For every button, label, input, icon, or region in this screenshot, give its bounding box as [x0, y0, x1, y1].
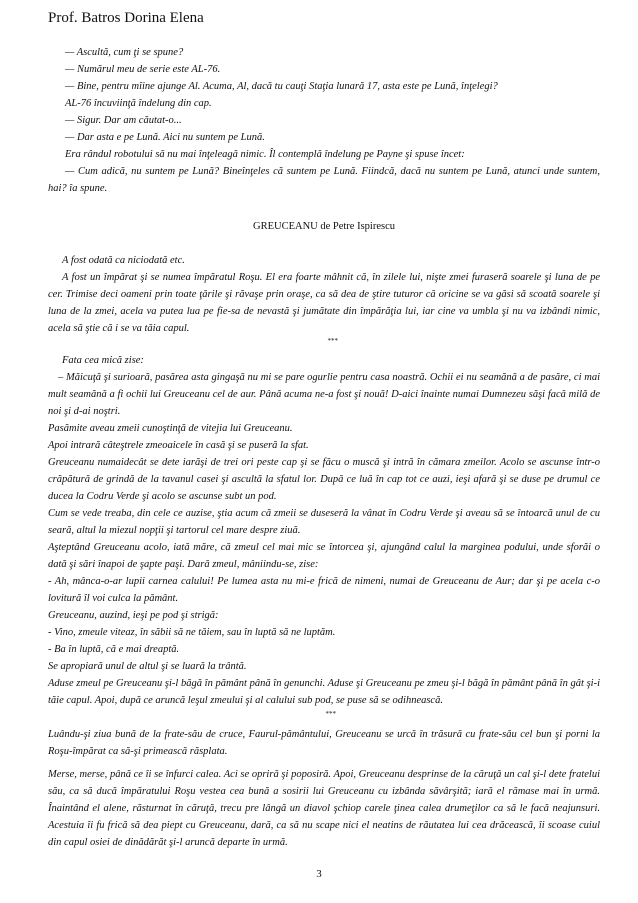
document-body	[48, 44, 600, 851]
page-header-author: Prof. Batros Dorina Elena	[48, 10, 204, 26]
story-paragraph: Se apropiară unul de altul şi se luară la trântă.	[48, 660, 247, 672]
ending-paragraph: Merse, merse, până ce îi se înfurci calea. Aci se opriră şi poposiră. Apoi, Greuceanu desprinse de la căruţă un cal şi-l dete fratelui său, ca să ducă împăratului Roşu vestea cea bună a sosirii lui Greuceanu cu izbânda săvârşită; iară el rămase mai în urmă. Înaintând el alene, răsturnat în căruţă, trecu pre lângă un diavol şchiop carele ţinea calea drumeţilor ca să le facă neajunsuri. Acestuia îi fu frică să dea piept cu Greuceanu, dară, ca să nu scape nici el neatins de răutatea lui cea drăcească, îi scoase cuiul din capul osiei de dinădărăt şi-l aruncă departe în urmă.	[48, 768, 600, 848]
story-paragraph: Aduse zmeul pe Greuceanu şi-l băgă în pământ până în genunchi. Aduse şi Greuceanu pe zmeu şi-l băgă în pământ până în gât şi-i tăie capul. Apoi, după ce aruncă leşul zmeului şi al calului sub pod, se puse să se odihnească.	[48, 677, 600, 706]
story-paragraph: Aşteptând Greuceanu acolo, iată măre, că zmeul cel mai mic se întorcea şi, ajungând calul la marginea podului, unde sforăi o dată şi sări înapoi de şapte paşi. Dară zmeul, mâniindu-se, zise:	[48, 541, 600, 570]
story-paragraph: – Măicuţă şi surioară, pasărea asta gingaşă nu mi se pare ogurlie pentru casa noastră. Ochii ei nu seamănă a de pasăre, ci mai mult seamănă a fi ochii lui Greuceanu cel de aur. Până acuma ne-a fost şi nouă! D-aici înainte numai Dumnezeu săşi facă milă de noi şi d-ai noştri.	[48, 371, 600, 417]
dialog-line: — Sigur. Dar am căutat-o...	[65, 115, 182, 126]
story-paragraph: - Vino, zmeule viteaz, în săbii să ne tăiem, sau în luptă să ne luptăm.	[48, 626, 336, 638]
story-paragraph: Fata cea mică zise:	[62, 354, 144, 366]
story-paragraph: Cum se vede treaba, din cele ce auzise, ştia acum că zmeii se duseseră la vânat în Codru Verde şi aveau să se întoarcă unul de cu seară, altul la miezul nopţii şi tartorul cel mare despre ziuă.	[48, 507, 600, 536]
dialog-line: — Numărul meu de serie este AL-76.	[65, 64, 221, 75]
section-separator: ***	[325, 709, 336, 718]
page-number: 3	[316, 868, 322, 880]
story-title: GREUCEANU de Petre Ispirescu	[252, 221, 395, 232]
section-separator: ***	[327, 337, 338, 345]
story-paragraph: Greuceanu numaidecât se dete iarăşi de trei ori peste cap şi se făcu o muscă şi intră în cămara zmeilor. Acolo se ascunse într-o crăpătură de grindă de la tavanul casei şi ascultă la sfatul lor. După ce luă în cap tot ce auzi, ieşi afară şi se duse pe drumul ce ducea la Codru Verde şi acolo se ascunse subt un pod.	[48, 456, 600, 502]
dialog-line: — Ascultă, cum ţi se spune?	[65, 47, 184, 58]
story-paragraph: - Ba în luptă, că e mai dreaptă.	[48, 643, 180, 655]
dialog-line: — Cum adică, nu suntem pe Lună? Bineînţeles că suntem pe Lună. Fiindcă, dacă nu suntem pe Lună, atunci unde suntem, hai? îa spune.	[48, 166, 600, 194]
intro-paragraph: A fost un împărat şi se numea împăratul Roşu. El era foarte mâhnit că, în zilele lui, nişte zmei furaseră soarele şi luna de pe cer. Trimise deci oameni prin toate ţările şi răvaşe prin oraşe, ca să dea de ştire tuturor că oricine se va găsi să scoată soarele şi luna de la zmei, acela va putea lua pe fie-sa de nevastă şi jumătate din împărăţia lui, iar cine va umbla şi nu va izbândi nimic, acela să ştie că i se va tăia capul.	[48, 272, 600, 334]
story-paragraph: Pasămite aveau zmeii cunoştinţă de vitejia lui Greuceanu.	[48, 422, 293, 434]
story-paragraph: Greuceanu, auzind, ieşi pe pod şi strigă:	[48, 609, 219, 621]
dialog-line: Era rândul robotului să nu mai înţeleagă nimic. Îl contemplă îndelung pe Payne şi spuse încet:	[65, 149, 465, 160]
story-paragraph: Apoi intrară câteştrele zmeoaicele în casă şi se puseră la sfat.	[48, 439, 309, 451]
dialog-line: AL-76 încuviinţă îndelung din cap.	[65, 98, 212, 109]
story-paragraph: - Ah, mânca-o-ar lupii carnea calului! Pe lumea asta nu mi-e frică de nimeni, numai de Greuceanu de Aur; dar şi pe acela c-o lovitură îl voi culca la pământ.	[48, 575, 600, 604]
dialog-line: — Dar asta e pe Lună. Aici nu suntem pe Lună.	[65, 132, 265, 143]
dialog-line: — Bine, pentru mîine ajunge Al. Acuma, Al, dacă tu cauţi Staţia lunară 17, asta este pe Lună, înţelegi?	[65, 81, 498, 92]
ending-paragraph: Luându-şi ziua bună de la frate-său de cruce, Faurul-pământului, Greuceanu se urcă în trăsură cu frate-său cel bun şi porni la Roşu-împărat ca să-şi primească răsplata.	[48, 728, 600, 757]
intro-paragraph: A fost odată ca niciodată etc.	[62, 255, 185, 266]
